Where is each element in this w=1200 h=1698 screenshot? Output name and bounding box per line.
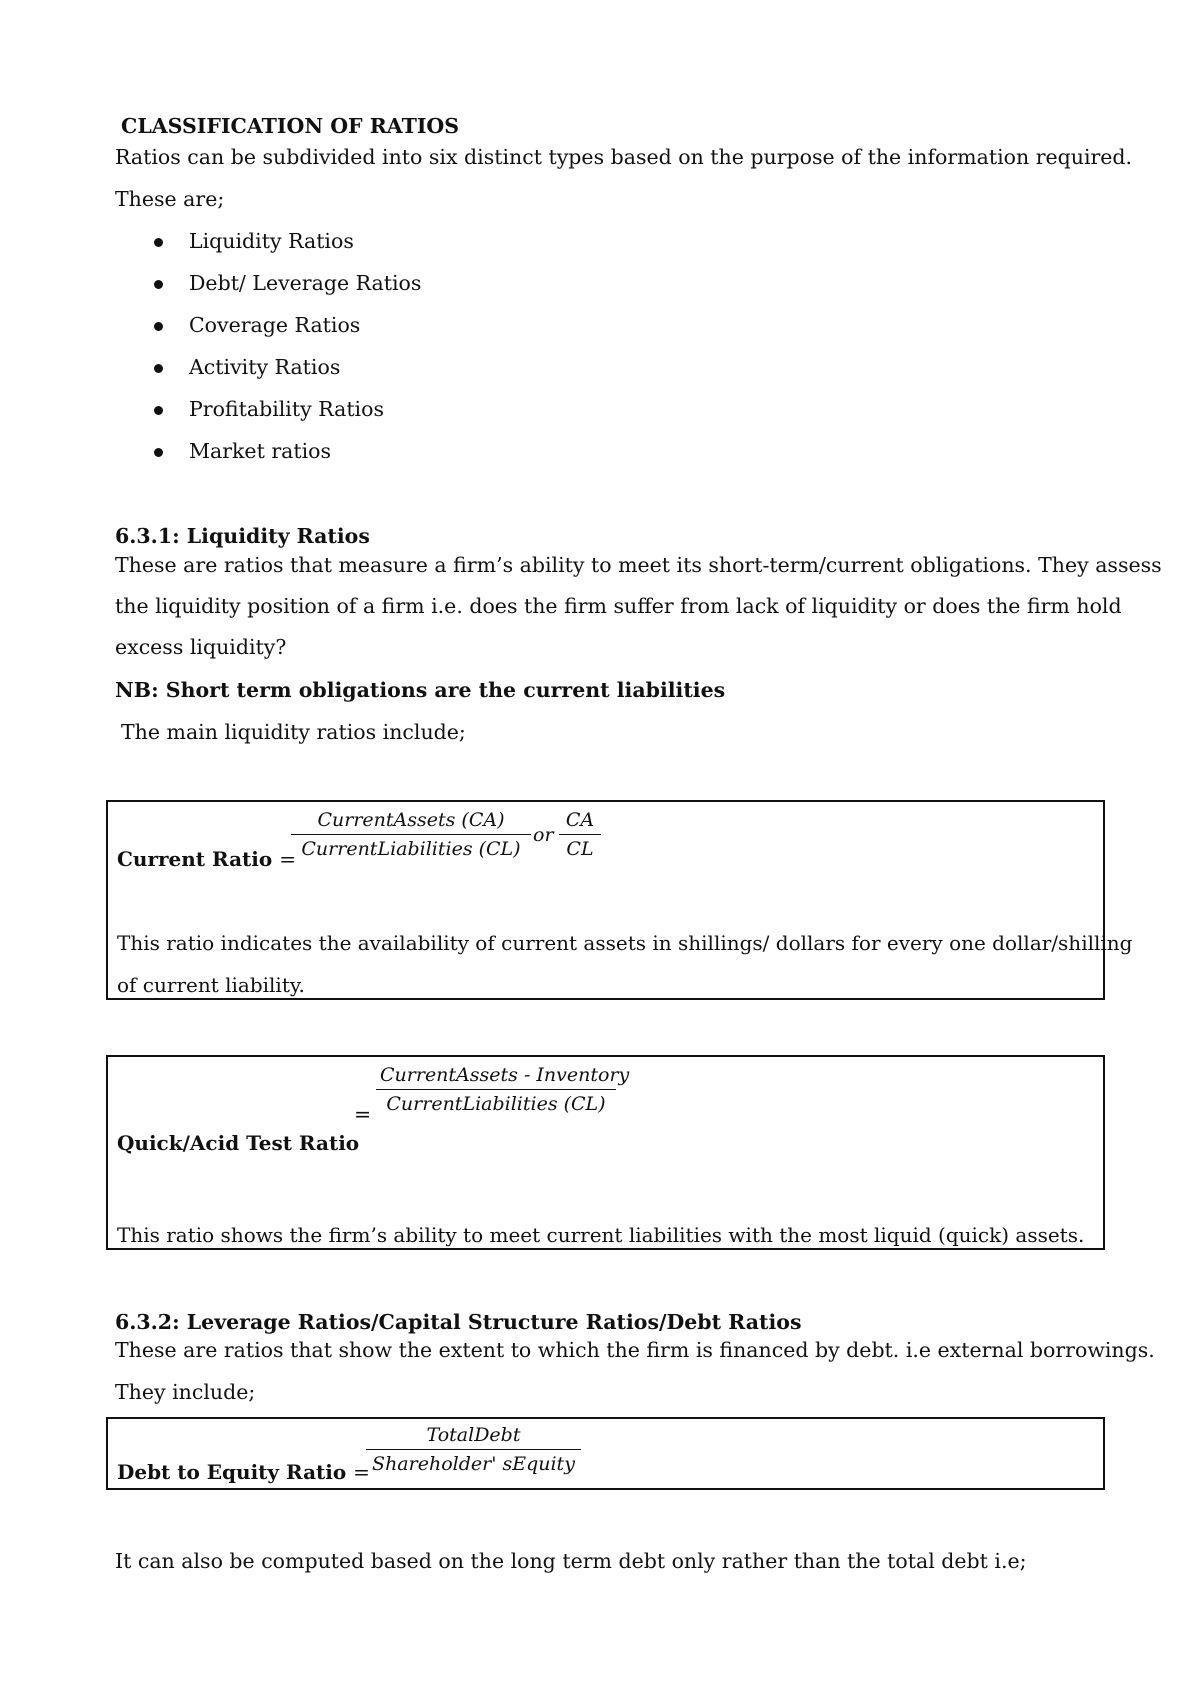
quick-ratio-fraction: CurrentAssets - Inventory CurrentLiabilities (CL) <box>376 1063 616 1116</box>
debt-equity-box <box>106 1417 1105 1490</box>
quick-ratio-box <box>106 1055 1105 1250</box>
quick-ratio-equals: = <box>354 1102 372 1126</box>
bullet-icon <box>154 448 163 457</box>
list-item: Debt/ Leverage Ratios <box>189 271 422 295</box>
current-ratio-fraction: CurrentAssets (CA) CurrentLiabilities (CL) <box>291 808 531 861</box>
section-title-liquidity: 6.3.1: Liquidity Ratios <box>115 524 370 548</box>
debt-equity-label: Debt to Equity Ratio = <box>117 1460 370 1484</box>
section-paragraph: the liquidity position of a firm i.e. does the firm suffer from lack of liquidity or does the firm hold <box>115 594 1122 618</box>
current-ratio-box <box>106 800 1133 1000</box>
section-lead: The main liquidity ratios include; <box>121 720 466 744</box>
nb-note: NB: Short term obligations are the current liabilities <box>115 678 726 702</box>
current-ratio-desc: This ratio indicates the availability of current assets in shillings/ dollars for every one dollar/shilling <box>117 931 1133 955</box>
section-paragraph: excess liquidity? <box>115 635 287 659</box>
debt-equity-fraction: TotalDebt Shareholder' sEquity <box>366 1423 581 1476</box>
page-heading: CLASSIFICATION OF RATIOS <box>121 114 460 138</box>
section-paragraph: These are ratios that show the extent to which the firm is financed by debt. i.e external borrowings. <box>115 1338 1155 1362</box>
bullet-icon <box>154 364 163 373</box>
bullet-icon <box>154 406 163 415</box>
alt-fraction: $\frac{CA}{CL}$ <box>559 808 601 861</box>
list-item: Profitability Ratios <box>189 397 384 421</box>
quick-ratio-label: Quick/Acid Test Ratio <box>117 1131 360 1155</box>
list-item: Activity Ratios <box>189 355 341 379</box>
intro-text-2: These are; <box>115 187 225 211</box>
section-paragraph: These are ratios that measure a firm’s ability to meet its short-term/current obligations. They assess <box>115 553 1162 577</box>
closing-text: It can also be computed based on the long term debt only rather than the total debt i.e; <box>115 1549 1027 1573</box>
list-item: Liquidity Ratios <box>189 229 354 253</box>
section-paragraph: They include; <box>115 1380 256 1404</box>
current-ratio-label: Current Ratio = <box>117 847 296 871</box>
bullet-icon <box>154 322 163 331</box>
quick-ratio-desc: This ratio shows the firm’s ability to meet current liabilities with the most liquid (quick) assets. <box>117 1223 1085 1247</box>
list-item: Coverage Ratios <box>189 313 361 337</box>
bullet-icon <box>154 238 163 247</box>
or-text: or <box>533 824 554 846</box>
intro-text: Ratios can be subdivided into six distinct types based on the purpose of the information required. <box>115 145 1133 169</box>
list-item: Market ratios <box>189 439 331 463</box>
bullet-icon <box>154 280 163 289</box>
section-title-leverage: 6.3.2: Leverage Ratios/Capital Structure Ratios/Debt Ratios <box>115 1310 802 1334</box>
current-ratio-desc-2: of current liability. <box>117 973 305 997</box>
